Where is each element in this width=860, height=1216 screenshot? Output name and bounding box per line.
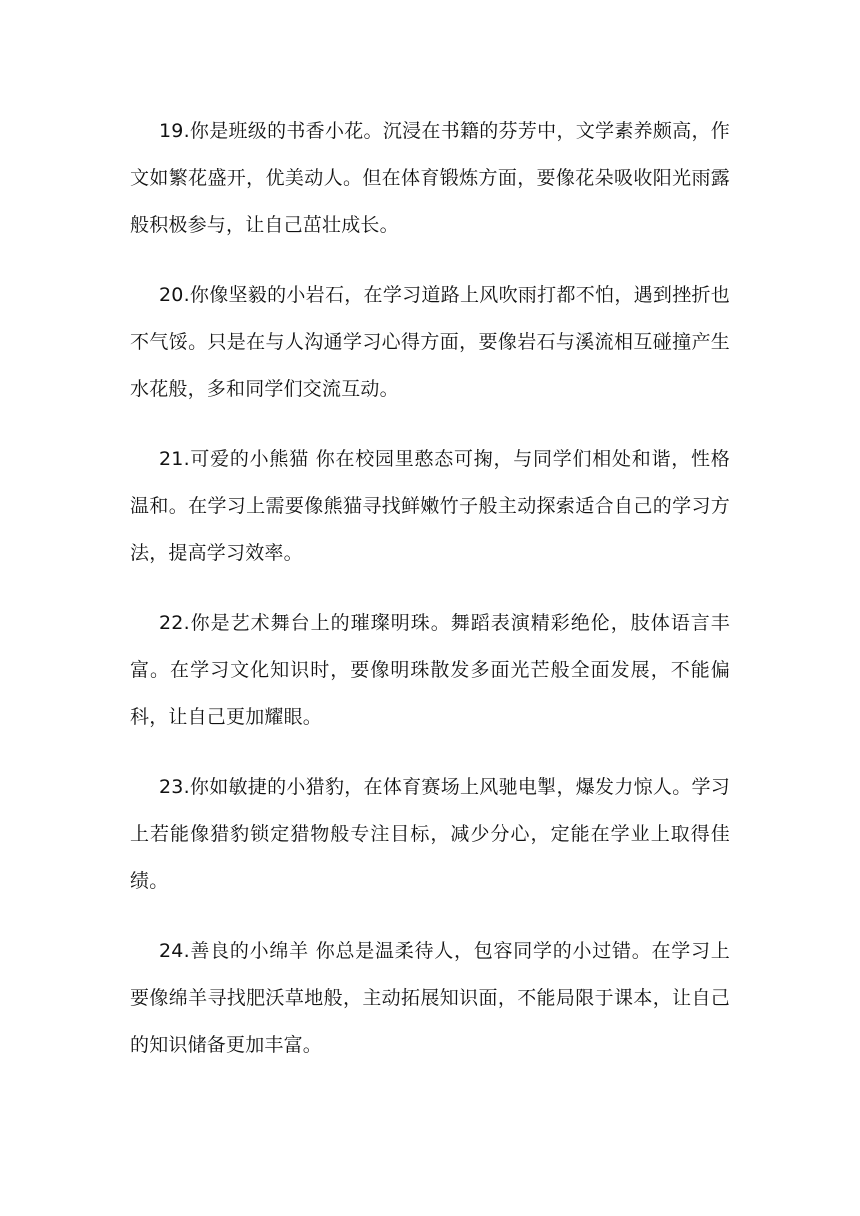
- paragraph-22: 22.你是艺术舞台上的璀璨明珠。舞蹈表演精彩绝伦，肢体语言丰富。在学习文化知识时，要像明珠散发多面光芒般全面发展，不能偏科，让自己更加耀眼。: [130, 612, 730, 728]
- paragraph-21: 21.可爱的小熊猫 你在校园里憨态可掬，与同学们相处和谐，性格温和。在学习上需要像熊猫寻找鲜嫩竹子般主动探索适合自己的学习方法，提高学习效率。: [130, 448, 730, 564]
- paragraph-19: 19.你是班级的书香小花。沉浸在书籍的芬芳中，文学素养颇高，作文如繁花盛开，优美动人。但在体育锻炼方面，要像花朵吸收阳光雨露般积极参与，让自己茁壮成长。: [130, 120, 730, 236]
- paragraph-24: 24.善良的小绵羊 你总是温柔待人，包容同学的小过错。在学习上要像绵羊寻找肥沃草地般，主动拓展知识面，不能局限于课本，让自己的知识储备更加丰富。: [130, 940, 730, 1056]
- paragraph-23: 23.你如敏捷的小猎豹，在体育赛场上风驰电掣，爆发力惊人。学习上若能像猎豹锁定猎物般专注目标，减少分心，定能在学业上取得佳绩。: [130, 776, 730, 892]
- document-body: [130, 108, 730, 1092]
- paragraph-20: 20.你像坚毅的小岩石，在学习道路上风吹雨打都不怕，遇到挫折也不气馁。只是在与人沟通学习心得方面，要像岩石与溪流相互碰撞产生水花般，多和同学们交流互动。: [130, 284, 730, 400]
